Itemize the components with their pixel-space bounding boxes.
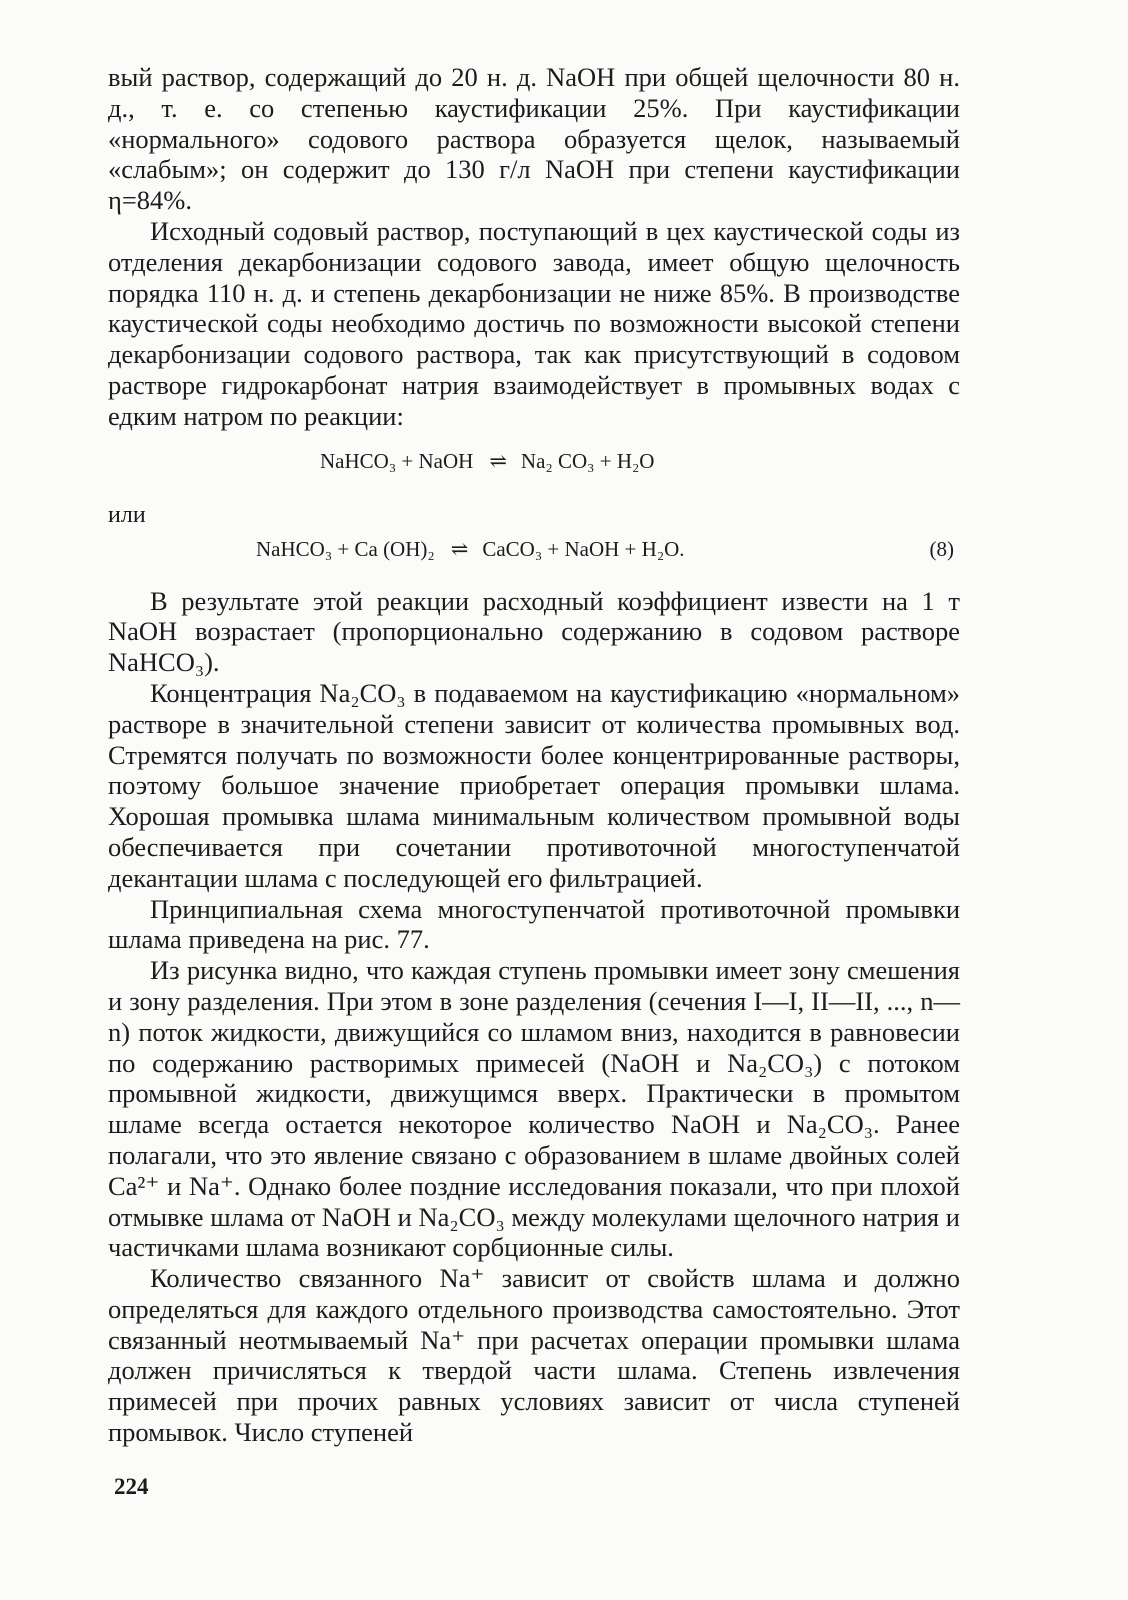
equation-2-left: NaHCO₃ + Ca (OH)₂ bbox=[256, 536, 435, 561]
equation-1-left: NaHCO₃ + NaOH bbox=[320, 448, 474, 473]
equation-1 bbox=[108, 446, 960, 476]
equation-1-right: Na₂ CO₃ + H₂O bbox=[520, 448, 655, 473]
equation-number: (8) bbox=[929, 536, 954, 561]
paragraph-1: вый раствор, содержащий до 20 н. д. NaOH при общей щелочности 80 н. д., т. е. со степенью каустификации 25%. При каустификации «нормального» содового раствора образуется щелок, называемый «слабым»; он содержит до 130 г/л NaOH при степени каустификации η=84%. bbox=[108, 62, 960, 216]
equilibrium-arrow-icon: ⇌ bbox=[450, 536, 467, 561]
paragraph-5: Принципиальная схема многоступенчатой противоточной промывки шлама приведена на рис. 77. bbox=[108, 893, 960, 955]
page-number: 224 bbox=[114, 1474, 149, 1499]
paragraph-2: Исходный содовый раствор, поступающий в цех каустической соды из отделения декарбонизации содового завода, имеет общую щелочность порядка 110 н. д. и степень декарбонизации не ниже 85%. В производстве каустической соды необходимо достичь по возможности высокой степени декарбонизации содового раствора, так как присутствующий в содовом растворе гидрокарбонат натрия взаимодействует в промывных водах с едким натром по реакции: bbox=[108, 215, 960, 431]
paragraph-6: Из рисунка видно, что каждая ступень промывки имеет зону смешения и зону разделения. При этом в зоне разделения (сечения I—I, II—II, ..., n—n) поток жидкости, движущийся со шламом вниз, находится в равновесии по содержанию растворимых примесей (NaOH и Na₂CO₃) с потоком промывной жидкости, движущимся вверх. Практически в промытом шламе всегда остается некоторое количество NaOH и Na₂CO₃. Ранее полагали, что это явление связано с образованием в шламе двойных солей Ca²⁺ и Na⁺. Однако более поздние исследования показали, что при плохой отмывке шлама от NaOH и Na₂CO₃ между молекулами щелочного натрия и частичками шлама возникают сорбционные силы. bbox=[108, 955, 960, 1263]
equation-2-right: CaCO₃ + NaOH + H₂O. bbox=[482, 536, 685, 561]
connector-text: или bbox=[108, 501, 146, 528]
equation-2 bbox=[108, 534, 960, 564]
equilibrium-arrow-icon: ⇌ bbox=[489, 448, 505, 473]
page-content bbox=[108, 62, 960, 1448]
paragraph-4: Концентрация Na₂CO₃ в подаваемом на каустификацию «нормальном» растворе в значительной степени зависит от количества промывных вод. Стремятся получать по возможности более концентрированные растворы, поэтому большое значение приобретает операция промывки шлама. Хорошая промывка шлама минимальным количеством промывной воды обеспечивается при сочетании противоточной многоступенчатой декантации шлама с последующей его фильтрацией. bbox=[108, 677, 960, 893]
paragraph-3: В результате этой реакции расходный коэффициент извести на 1 т NaOH возрастает (пропорционально содержанию в содовом растворе NaHCO₃). bbox=[108, 585, 960, 678]
paragraph-7: Количество связанного Na⁺ зависит от свойств шлама и должно определяться для каждого отдельного производства самостоятельно. Этот связанный неотмываемый Na⁺ при расчетах операции промывки шлама должен причисляться к твердой части шлама. Степень извлечения примесей при прочих равных условиях зависит от числа ступеней промывок. Число ступеней bbox=[108, 1263, 960, 1448]
